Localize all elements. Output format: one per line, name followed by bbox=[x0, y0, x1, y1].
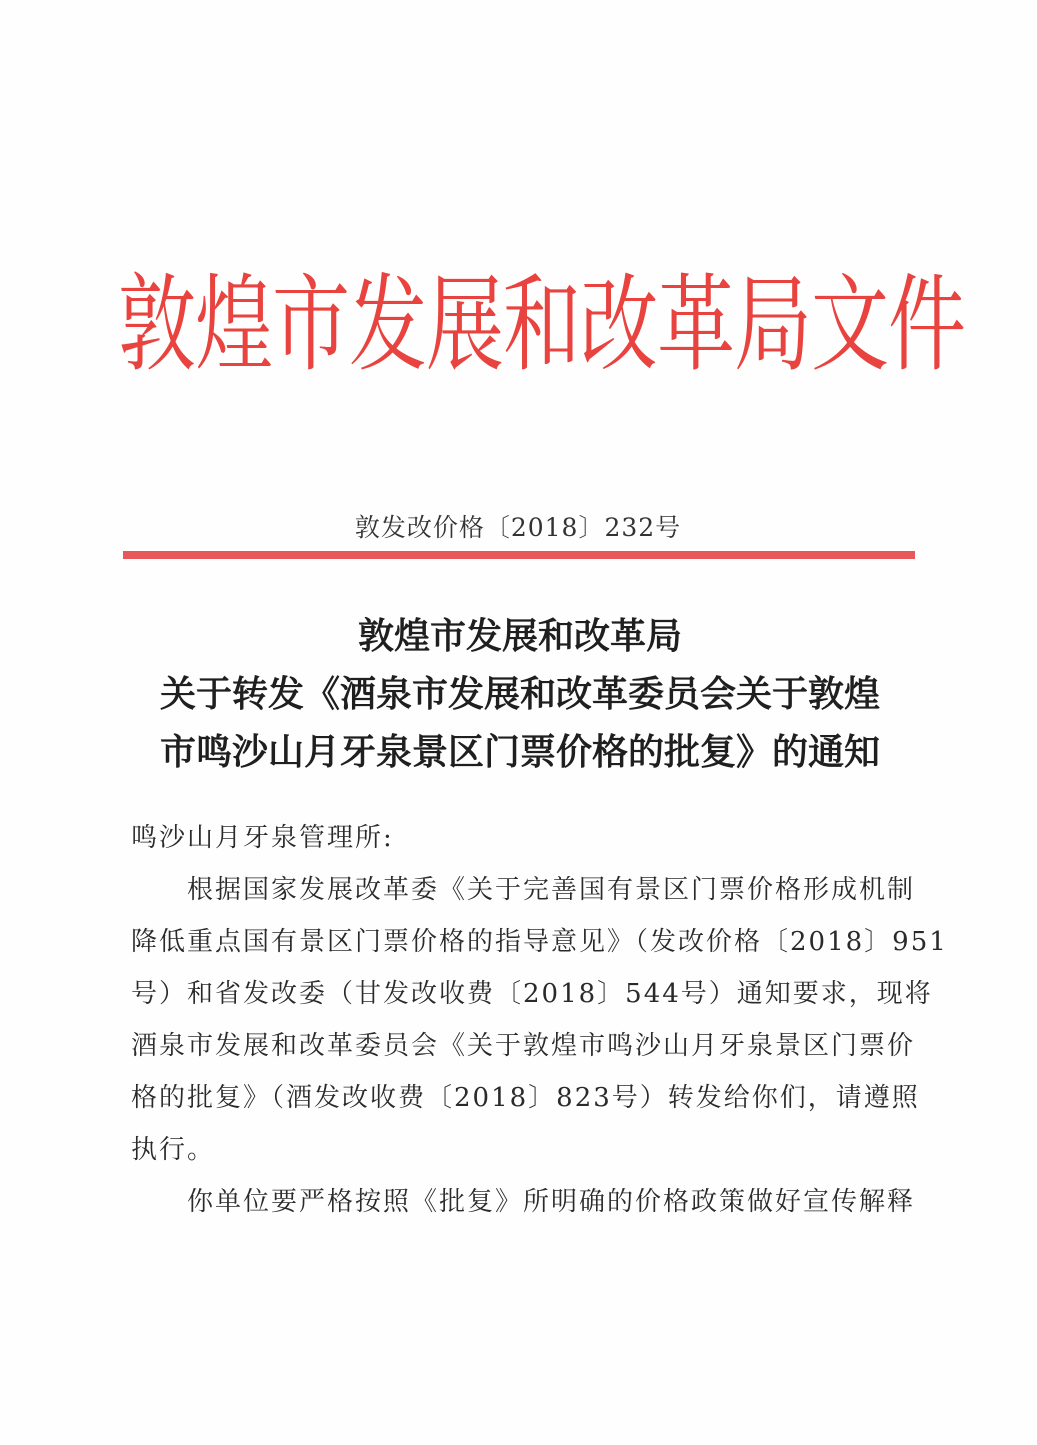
document-number: 敦发改价格〔2018〕232号 bbox=[354, 513, 682, 542]
document-masthead: 敦煌市发展和改革局文件 bbox=[118, 265, 966, 387]
title-line-1: 敦煌市发展和改革局 bbox=[357, 615, 682, 657]
paragraph-2-line: 你单位要严格按照《批复》所明确的价格政策做好宣传解释 bbox=[187, 1187, 916, 1217]
paragraph-1-line: 根据国家发展改革委《关于完善国有景区门票价格形成机制 bbox=[187, 875, 916, 905]
addressee: 鸣沙山月牙泉管理所: bbox=[131, 823, 394, 853]
paragraph-1-line: 号）和省发改委（甘发改收费〔2018〕544号）通知要求，现将 bbox=[131, 979, 933, 1009]
document-body bbox=[131, 812, 948, 1228]
paragraph-1-line: 格的批复》（酒发改收费〔2018〕823号）转发给你们，请遵照 bbox=[131, 1083, 920, 1113]
title-line-3: 市鸣沙山月牙泉景区门票价格的批复》的通知 bbox=[159, 731, 880, 773]
paragraph-1-line: 执行。 bbox=[131, 1135, 216, 1165]
title-line-2: 关于转发《酒泉市发展和改革委员会关于敦煌 bbox=[159, 673, 880, 715]
document-title bbox=[100, 607, 940, 781]
red-divider-rule bbox=[123, 551, 915, 559]
paragraph-1-line: 酒泉市发展和改革委员会《关于敦煌市鸣沙山月牙泉景区门票价 bbox=[131, 1031, 916, 1061]
paragraph-1-line: 降低重点国有景区门票价格的指导意见》（发改价格〔2018〕951 bbox=[131, 927, 948, 957]
